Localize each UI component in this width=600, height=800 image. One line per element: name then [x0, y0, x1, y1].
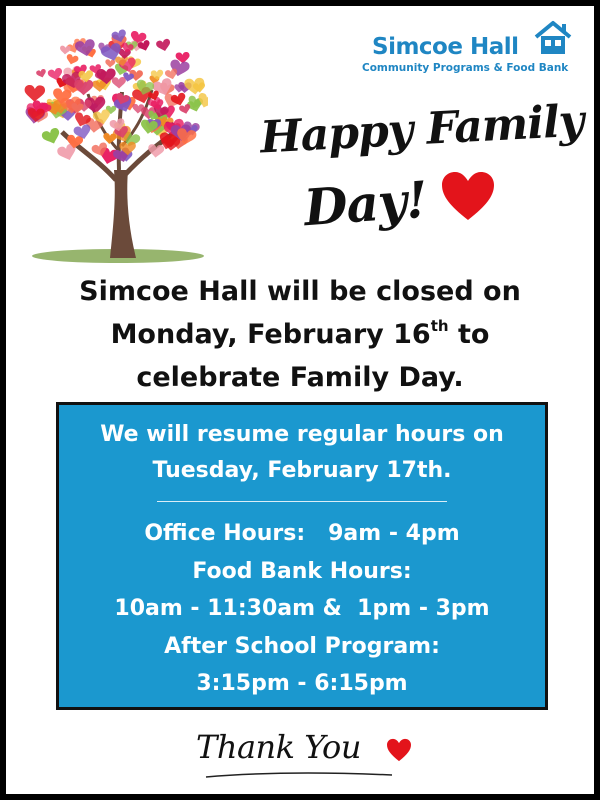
- tree-heart: [155, 38, 171, 53]
- after-school-label: After School Program:: [164, 633, 440, 659]
- poster: [6, 6, 594, 794]
- hours-list: [59, 515, 545, 703]
- resume-line-1: We will resume regular hours on: [100, 422, 504, 447]
- tree-heart: [65, 54, 79, 66]
- notice-line-2: [6, 313, 594, 356]
- simcoe-hall-logo: [362, 20, 592, 80]
- notice-line-1: Simcoe Hall will be closed on: [79, 276, 521, 307]
- food-bank-times: 10am - 11:30am & 1pm - 3pm: [114, 596, 490, 621]
- tree-heart: [60, 46, 71, 55]
- divider: [157, 501, 447, 502]
- thank-you-text: Thank You: [196, 728, 361, 766]
- hours-box: [56, 402, 548, 710]
- logo-name: Simcoe Hall: [372, 34, 519, 60]
- page-title: [242, 90, 585, 260]
- notice-date-suffix: th: [430, 317, 449, 335]
- notice-to: to: [448, 319, 490, 350]
- tree-heart: [41, 127, 63, 147]
- food-bank-label: Food Bank Hours:: [192, 558, 412, 584]
- tree-heart: [105, 59, 115, 67]
- closure-notice: [6, 270, 594, 399]
- underline-flourish: [204, 768, 394, 782]
- tree-heart: [112, 77, 126, 89]
- office-hours: Office Hours: 9am - 4pm: [144, 521, 460, 546]
- title-line-2: Day!: [302, 169, 429, 238]
- notice-date: Monday, February 16: [110, 319, 431, 350]
- heart-tree-illustration: [18, 20, 208, 268]
- tree-heart: [24, 85, 45, 102]
- logo-tagline: Community Programs & Food Bank: [362, 62, 569, 74]
- title-line-1: Happy Family: [258, 95, 585, 164]
- resume-line-2: Tuesday, February 17th.: [152, 458, 452, 483]
- heart-icon: [440, 170, 496, 222]
- after-school-times: 3:15pm - 6:15pm: [196, 671, 408, 696]
- heart-icon: [386, 738, 412, 762]
- notice-line-3: celebrate Family Day.: [136, 362, 464, 393]
- resume-notice: [59, 417, 545, 489]
- tree-heart: [36, 68, 48, 78]
- house-icon: [534, 20, 572, 56]
